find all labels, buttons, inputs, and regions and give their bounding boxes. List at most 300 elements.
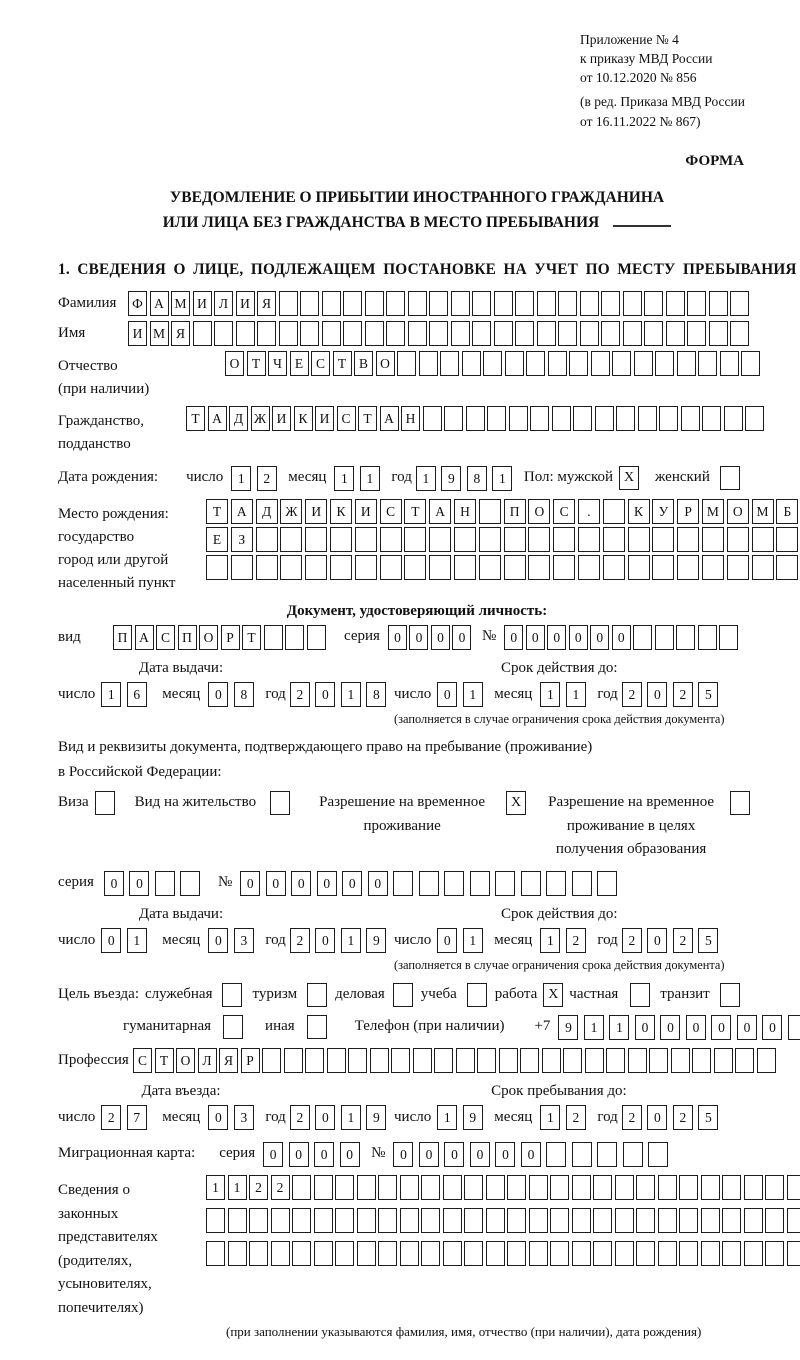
- char-cell[interactable]: [615, 1241, 634, 1266]
- char-cell[interactable]: А: [150, 291, 169, 316]
- char-cell[interactable]: 0: [452, 625, 471, 650]
- char-cell[interactable]: [636, 1241, 655, 1266]
- char-cell[interactable]: Т: [404, 499, 426, 524]
- char-cell[interactable]: 0: [660, 1015, 680, 1040]
- char-cell[interactable]: [470, 871, 490, 896]
- char-cell[interactable]: Л: [214, 291, 233, 316]
- char-cell[interactable]: [343, 321, 362, 346]
- char-cell[interactable]: [249, 1208, 268, 1233]
- char-cell[interactable]: [421, 1175, 440, 1200]
- char-cell[interactable]: 0: [342, 871, 362, 896]
- char-cell[interactable]: [507, 1241, 526, 1266]
- char-cell[interactable]: [572, 1175, 591, 1200]
- char-cell[interactable]: [765, 1175, 784, 1200]
- char-cell[interactable]: 2: [622, 1105, 642, 1130]
- char-cell[interactable]: [628, 527, 650, 552]
- char-cell[interactable]: [397, 351, 416, 376]
- char-cell[interactable]: [659, 406, 678, 431]
- char-cell[interactable]: [633, 625, 652, 650]
- char-cell[interactable]: [628, 1048, 647, 1073]
- char-cell[interactable]: [679, 1241, 698, 1266]
- char-cell[interactable]: [314, 1208, 333, 1233]
- char-cell[interactable]: [727, 555, 749, 580]
- char-cell[interactable]: 0: [495, 1142, 515, 1167]
- char-cell[interactable]: 0: [635, 1015, 655, 1040]
- char-cell[interactable]: [573, 406, 592, 431]
- char-cell[interactable]: 1: [341, 1105, 361, 1130]
- char-cell[interactable]: [553, 527, 575, 552]
- char-cell[interactable]: 2: [673, 928, 693, 953]
- char-cell[interactable]: [305, 555, 327, 580]
- char-cell[interactable]: [722, 1208, 741, 1233]
- char-cell[interactable]: [644, 291, 663, 316]
- char-cell[interactable]: [464, 1241, 483, 1266]
- char-cell[interactable]: [679, 1175, 698, 1200]
- char-cell[interactable]: [305, 1048, 324, 1073]
- char-cell[interactable]: Т: [242, 625, 261, 650]
- char-cell[interactable]: [429, 527, 451, 552]
- char-cell[interactable]: [264, 625, 283, 650]
- char-cell[interactable]: [249, 1241, 268, 1266]
- char-cell[interactable]: [741, 351, 760, 376]
- char-cell[interactable]: [466, 406, 485, 431]
- char-cell[interactable]: 1: [463, 682, 483, 707]
- char-cell[interactable]: 0: [569, 625, 588, 650]
- char-cell[interactable]: [679, 1208, 698, 1233]
- char-cell[interactable]: 0: [612, 625, 631, 650]
- char-cell[interactable]: [454, 555, 476, 580]
- char-cell[interactable]: 0: [315, 682, 335, 707]
- char-cell[interactable]: [526, 351, 545, 376]
- char-cell[interactable]: 0: [470, 1142, 490, 1167]
- char-cell[interactable]: [616, 406, 635, 431]
- char-cell[interactable]: С: [311, 351, 330, 376]
- char-cell[interactable]: [644, 321, 663, 346]
- char-cell[interactable]: [180, 871, 200, 896]
- char-cell[interactable]: [285, 625, 304, 650]
- char-cell[interactable]: А: [429, 499, 451, 524]
- char-cell[interactable]: [520, 1048, 539, 1073]
- char-cell[interactable]: [314, 1241, 333, 1266]
- char-cell[interactable]: 0: [647, 928, 667, 953]
- char-cell[interactable]: 0: [711, 1015, 731, 1040]
- char-cell[interactable]: [752, 527, 774, 552]
- char-cell[interactable]: [495, 871, 515, 896]
- char-cell[interactable]: 0: [393, 1142, 413, 1167]
- char-cell[interactable]: [655, 351, 674, 376]
- char-cell[interactable]: 1: [127, 928, 147, 953]
- char-cell[interactable]: [606, 1048, 625, 1073]
- char-cell[interactable]: 5: [698, 928, 718, 953]
- char-cell[interactable]: [434, 1048, 453, 1073]
- char-cell[interactable]: К: [628, 499, 650, 524]
- char-cell[interactable]: 1: [437, 1105, 457, 1130]
- char-cell[interactable]: [550, 1241, 569, 1266]
- char-cell[interactable]: [658, 1208, 677, 1233]
- char-cell[interactable]: 1: [360, 466, 380, 491]
- char-cell[interactable]: [509, 406, 528, 431]
- char-cell[interactable]: [730, 321, 749, 346]
- char-cell[interactable]: 1: [206, 1175, 225, 1200]
- char-cell[interactable]: [702, 527, 724, 552]
- char-cell[interactable]: 8: [467, 466, 487, 491]
- char-cell[interactable]: Я: [257, 291, 276, 316]
- char-cell[interactable]: О: [376, 351, 395, 376]
- char-cell[interactable]: [727, 527, 749, 552]
- char-cell[interactable]: [505, 351, 524, 376]
- char-cell[interactable]: 2: [622, 928, 642, 953]
- char-cell[interactable]: [355, 527, 377, 552]
- char-cell[interactable]: [603, 499, 625, 524]
- char-cell[interactable]: [787, 1208, 800, 1233]
- char-cell[interactable]: [530, 406, 549, 431]
- purpose-private-checkbox[interactable]: [630, 983, 650, 1007]
- char-cell[interactable]: [580, 321, 599, 346]
- char-cell[interactable]: О: [225, 351, 244, 376]
- char-cell[interactable]: С: [133, 1048, 152, 1073]
- char-cell[interactable]: [472, 291, 491, 316]
- char-cell[interactable]: [322, 321, 341, 346]
- char-cell[interactable]: А: [208, 406, 227, 431]
- char-cell[interactable]: 0: [263, 1142, 283, 1167]
- char-cell[interactable]: [787, 1175, 800, 1200]
- char-cell[interactable]: [335, 1241, 354, 1266]
- char-cell[interactable]: [206, 555, 228, 580]
- char-cell[interactable]: [421, 1241, 440, 1266]
- char-cell[interactable]: [558, 291, 577, 316]
- char-cell[interactable]: [380, 527, 402, 552]
- char-cell[interactable]: 1: [492, 466, 512, 491]
- char-cell[interactable]: [537, 321, 556, 346]
- char-cell[interactable]: [701, 1175, 720, 1200]
- char-cell[interactable]: [744, 1208, 763, 1233]
- char-cell[interactable]: [776, 527, 798, 552]
- purpose-work-checkbox[interactable]: X: [543, 983, 563, 1007]
- char-cell[interactable]: И: [355, 499, 377, 524]
- char-cell[interactable]: [487, 406, 506, 431]
- purpose-transit-checkbox[interactable]: [720, 983, 740, 1007]
- char-cell[interactable]: [623, 321, 642, 346]
- char-cell[interactable]: 1: [101, 682, 121, 707]
- char-cell[interactable]: 0: [289, 1142, 309, 1167]
- char-cell[interactable]: Р: [677, 499, 699, 524]
- char-cell[interactable]: [440, 351, 459, 376]
- char-cell[interactable]: [634, 351, 653, 376]
- char-cell[interactable]: 5: [698, 682, 718, 707]
- char-cell[interactable]: 2: [622, 682, 642, 707]
- char-cell[interactable]: [499, 1048, 518, 1073]
- char-cell[interactable]: [528, 527, 550, 552]
- char-cell[interactable]: Т: [333, 351, 352, 376]
- char-cell[interactable]: [378, 1208, 397, 1233]
- char-cell[interactable]: Н: [454, 499, 476, 524]
- char-cell[interactable]: [735, 1048, 754, 1073]
- char-cell[interactable]: [720, 351, 739, 376]
- char-cell[interactable]: [262, 1048, 281, 1073]
- char-cell[interactable]: [206, 1241, 225, 1266]
- sex-male-checkbox[interactable]: X: [619, 466, 639, 490]
- char-cell[interactable]: 2: [566, 1105, 586, 1130]
- char-cell[interactable]: [479, 527, 501, 552]
- char-cell[interactable]: И: [315, 406, 334, 431]
- char-cell[interactable]: 2: [101, 1105, 121, 1130]
- char-cell[interactable]: [413, 1048, 432, 1073]
- char-cell[interactable]: 1: [566, 682, 586, 707]
- char-cell[interactable]: [314, 1175, 333, 1200]
- char-cell[interactable]: [701, 1208, 720, 1233]
- char-cell[interactable]: С: [156, 625, 175, 650]
- char-cell[interactable]: Б: [776, 499, 798, 524]
- char-cell[interactable]: В: [354, 351, 373, 376]
- char-cell[interactable]: [486, 1241, 505, 1266]
- char-cell[interactable]: [451, 291, 470, 316]
- char-cell[interactable]: [787, 1241, 800, 1266]
- char-cell[interactable]: [444, 406, 463, 431]
- char-cell[interactable]: И: [193, 291, 212, 316]
- char-cell[interactable]: 9: [366, 1105, 386, 1130]
- char-cell[interactable]: Я: [219, 1048, 238, 1073]
- char-cell[interactable]: 8: [234, 682, 254, 707]
- char-cell[interactable]: 0: [208, 928, 228, 953]
- char-cell[interactable]: 0: [419, 1142, 439, 1167]
- char-cell[interactable]: [722, 1175, 741, 1200]
- char-cell[interactable]: [494, 291, 513, 316]
- char-cell[interactable]: [601, 321, 620, 346]
- char-cell[interactable]: [681, 406, 700, 431]
- char-cell[interactable]: [378, 1241, 397, 1266]
- char-cell[interactable]: 2: [290, 1105, 310, 1130]
- char-cell[interactable]: К: [330, 499, 352, 524]
- purpose-humanitarian-checkbox[interactable]: [223, 1015, 243, 1039]
- char-cell[interactable]: [206, 1208, 225, 1233]
- char-cell[interactable]: 0: [647, 1105, 667, 1130]
- purpose-other-checkbox[interactable]: [307, 1015, 327, 1039]
- char-cell[interactable]: [722, 1241, 741, 1266]
- char-cell[interactable]: [558, 321, 577, 346]
- char-cell[interactable]: [228, 1208, 247, 1233]
- temp-residence-edu-checkbox[interactable]: [730, 791, 750, 815]
- char-cell[interactable]: [256, 555, 278, 580]
- char-cell[interactable]: [603, 555, 625, 580]
- char-cell[interactable]: [578, 555, 600, 580]
- char-cell[interactable]: [279, 291, 298, 316]
- char-cell[interactable]: П: [504, 499, 526, 524]
- char-cell[interactable]: [593, 1241, 612, 1266]
- char-cell[interactable]: [552, 406, 571, 431]
- char-cell[interactable]: Т: [186, 406, 205, 431]
- char-cell[interactable]: [572, 1241, 591, 1266]
- char-cell[interactable]: [714, 1048, 733, 1073]
- char-cell[interactable]: [443, 1175, 462, 1200]
- char-cell[interactable]: [580, 291, 599, 316]
- char-cell[interactable]: [572, 1142, 592, 1167]
- char-cell[interactable]: [529, 1208, 548, 1233]
- char-cell[interactable]: [280, 527, 302, 552]
- char-cell[interactable]: [744, 1241, 763, 1266]
- char-cell[interactable]: [649, 1048, 668, 1073]
- char-cell[interactable]: [615, 1175, 634, 1200]
- char-cell[interactable]: [322, 291, 341, 316]
- char-cell[interactable]: 6: [127, 682, 147, 707]
- char-cell[interactable]: [444, 871, 464, 896]
- char-cell[interactable]: [765, 1208, 784, 1233]
- char-cell[interactable]: 3: [234, 1105, 254, 1130]
- char-cell[interactable]: [257, 321, 276, 346]
- char-cell[interactable]: Е: [290, 351, 309, 376]
- char-cell[interactable]: [429, 321, 448, 346]
- char-cell[interactable]: [429, 291, 448, 316]
- char-cell[interactable]: 0: [240, 871, 260, 896]
- char-cell[interactable]: [569, 351, 588, 376]
- char-cell[interactable]: С: [337, 406, 356, 431]
- char-cell[interactable]: [603, 527, 625, 552]
- char-cell[interactable]: [698, 625, 717, 650]
- char-cell[interactable]: [228, 1241, 247, 1266]
- char-cell[interactable]: [677, 351, 696, 376]
- char-cell[interactable]: Н: [401, 406, 420, 431]
- char-cell[interactable]: И: [272, 406, 291, 431]
- char-cell[interactable]: [477, 1048, 496, 1073]
- char-cell[interactable]: [597, 1142, 617, 1167]
- char-cell[interactable]: Д: [229, 406, 248, 431]
- char-cell[interactable]: [655, 625, 674, 650]
- char-cell[interactable]: [515, 321, 534, 346]
- char-cell[interactable]: 0: [521, 1142, 541, 1167]
- char-cell[interactable]: [256, 527, 278, 552]
- char-cell[interactable]: [443, 1208, 462, 1233]
- char-cell[interactable]: [709, 321, 728, 346]
- char-cell[interactable]: 2: [290, 682, 310, 707]
- char-cell[interactable]: 2: [566, 928, 586, 953]
- char-cell[interactable]: [612, 351, 631, 376]
- char-cell[interactable]: С: [380, 499, 402, 524]
- char-cell[interactable]: [597, 871, 617, 896]
- char-cell[interactable]: [464, 1175, 483, 1200]
- char-cell[interactable]: [271, 1241, 290, 1266]
- visa-checkbox[interactable]: [95, 791, 115, 815]
- char-cell[interactable]: 1: [341, 928, 361, 953]
- char-cell[interactable]: [155, 871, 175, 896]
- char-cell[interactable]: М: [171, 291, 190, 316]
- char-cell[interactable]: 1: [540, 928, 560, 953]
- char-cell[interactable]: [671, 1048, 690, 1073]
- char-cell[interactable]: 2: [673, 682, 693, 707]
- purpose-study-checkbox[interactable]: [467, 983, 487, 1007]
- char-cell[interactable]: У: [652, 499, 674, 524]
- char-cell[interactable]: [578, 527, 600, 552]
- char-cell[interactable]: [365, 291, 384, 316]
- char-cell[interactable]: 9: [366, 928, 386, 953]
- char-cell[interactable]: [724, 406, 743, 431]
- char-cell[interactable]: [380, 555, 402, 580]
- char-cell[interactable]: [231, 555, 253, 580]
- char-cell[interactable]: [515, 291, 534, 316]
- char-cell[interactable]: [537, 291, 556, 316]
- char-cell[interactable]: Р: [221, 625, 240, 650]
- char-cell[interactable]: [553, 555, 575, 580]
- char-cell[interactable]: [687, 291, 706, 316]
- char-cell[interactable]: [702, 555, 724, 580]
- char-cell[interactable]: [677, 555, 699, 580]
- char-cell[interactable]: [692, 1048, 711, 1073]
- char-cell[interactable]: [451, 321, 470, 346]
- char-cell[interactable]: [483, 351, 502, 376]
- purpose-business-checkbox[interactable]: [393, 983, 413, 1007]
- char-cell[interactable]: М: [702, 499, 724, 524]
- char-cell[interactable]: [788, 1015, 800, 1040]
- char-cell[interactable]: П: [178, 625, 197, 650]
- char-cell[interactable]: [709, 291, 728, 316]
- char-cell[interactable]: [386, 321, 405, 346]
- char-cell[interactable]: [652, 555, 674, 580]
- char-cell[interactable]: [652, 527, 674, 552]
- char-cell[interactable]: 8: [366, 682, 386, 707]
- char-cell[interactable]: 1: [334, 466, 354, 491]
- char-cell[interactable]: [307, 625, 326, 650]
- char-cell[interactable]: Я: [171, 321, 190, 346]
- char-cell[interactable]: [454, 527, 476, 552]
- char-cell[interactable]: 0: [444, 1142, 464, 1167]
- char-cell[interactable]: М: [150, 321, 169, 346]
- char-cell[interactable]: 0: [547, 625, 566, 650]
- char-cell[interactable]: Т: [155, 1048, 174, 1073]
- char-cell[interactable]: З: [231, 527, 253, 552]
- char-cell[interactable]: 0: [762, 1015, 782, 1040]
- char-cell[interactable]: [528, 555, 550, 580]
- char-cell[interactable]: [698, 351, 717, 376]
- char-cell[interactable]: [702, 406, 721, 431]
- char-cell[interactable]: [563, 1048, 582, 1073]
- char-cell[interactable]: [494, 321, 513, 346]
- char-cell[interactable]: [472, 321, 491, 346]
- char-cell[interactable]: 2: [271, 1175, 290, 1200]
- char-cell[interactable]: [386, 291, 405, 316]
- char-cell[interactable]: [335, 1175, 354, 1200]
- char-cell[interactable]: [529, 1175, 548, 1200]
- char-cell[interactable]: [701, 1241, 720, 1266]
- char-cell[interactable]: 9: [558, 1015, 578, 1040]
- char-cell[interactable]: 0: [314, 1142, 334, 1167]
- char-cell[interactable]: 2: [249, 1175, 268, 1200]
- purpose-tourism-checkbox[interactable]: [307, 983, 327, 1007]
- char-cell[interactable]: Р: [241, 1048, 260, 1073]
- char-cell[interactable]: [343, 291, 362, 316]
- char-cell[interactable]: Т: [247, 351, 266, 376]
- char-cell[interactable]: [357, 1208, 376, 1233]
- char-cell[interactable]: 1: [584, 1015, 604, 1040]
- char-cell[interactable]: [193, 321, 212, 346]
- char-cell[interactable]: К: [294, 406, 313, 431]
- char-cell[interactable]: 1: [463, 928, 483, 953]
- char-cell[interactable]: [730, 291, 749, 316]
- char-cell[interactable]: 0: [315, 928, 335, 953]
- char-cell[interactable]: А: [135, 625, 154, 650]
- char-cell[interactable]: [280, 555, 302, 580]
- temp-residence-checkbox[interactable]: X: [506, 791, 526, 815]
- char-cell[interactable]: [271, 1208, 290, 1233]
- char-cell[interactable]: [292, 1208, 311, 1233]
- char-cell[interactable]: И: [236, 291, 255, 316]
- char-cell[interactable]: [757, 1048, 776, 1073]
- char-cell[interactable]: 0: [317, 871, 337, 896]
- char-cell[interactable]: [486, 1208, 505, 1233]
- char-cell[interactable]: 1: [416, 466, 436, 491]
- char-cell[interactable]: [504, 555, 526, 580]
- residence-permit-checkbox[interactable]: [270, 791, 290, 815]
- char-cell[interactable]: 0: [437, 682, 457, 707]
- char-cell[interactable]: [676, 625, 695, 650]
- char-cell[interactable]: 0: [526, 625, 545, 650]
